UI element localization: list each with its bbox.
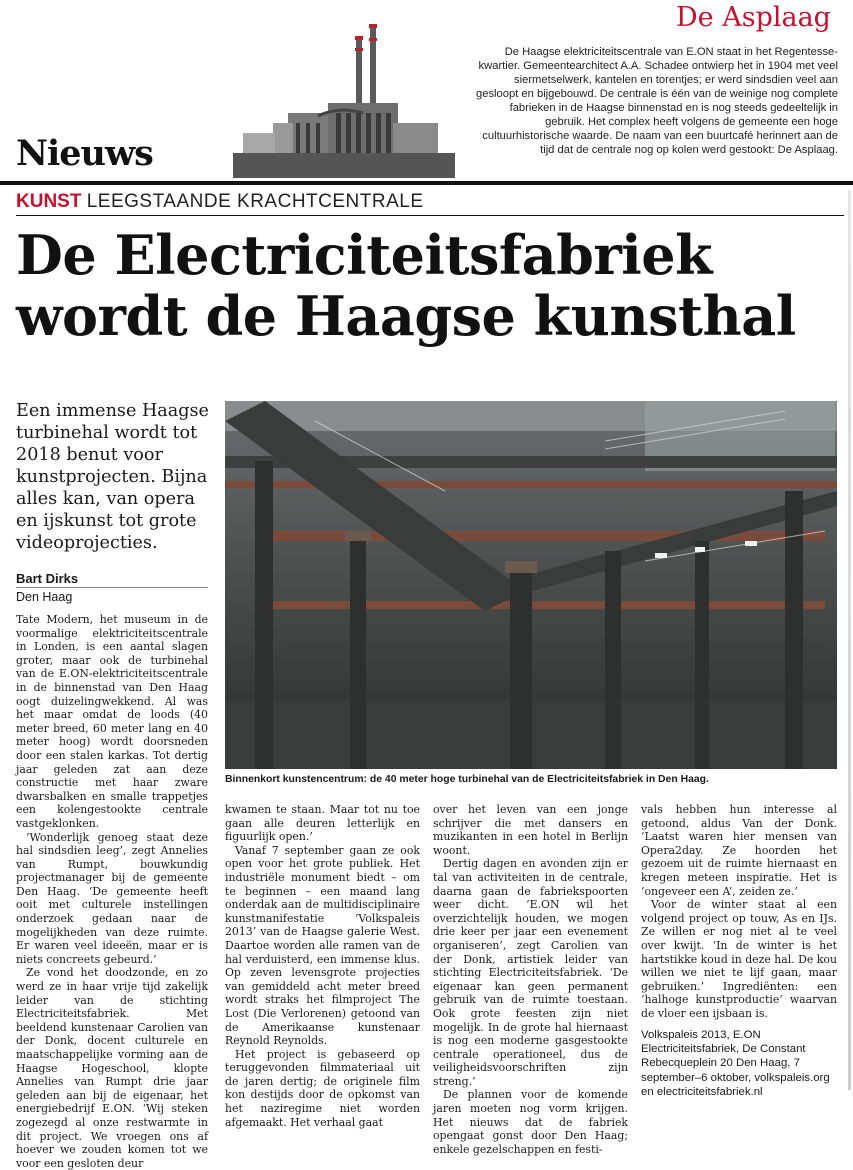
factory-illustration bbox=[228, 8, 460, 184]
body-column-3 bbox=[433, 803, 628, 1156]
body-paragraph: De plannen voor de komende jaren moeten nog vorm krijgen. Het nieuws dat de fabriek opengaat gonst door Den Haag; enkele gezelschappen en festi- bbox=[433, 1088, 628, 1156]
byline-place: Den Haag bbox=[16, 590, 73, 604]
brand-title: De Asplaag bbox=[676, 2, 831, 33]
lead-paragraph: Een immense Haagse turbinehal wordt tot 2018 benut voor kunstprojecten. Bijna alles kan, van opera en ijskunst tot grote videoprojecties. bbox=[16, 401, 209, 553]
header-rule bbox=[0, 181, 853, 185]
headline-line-1: De Electriciteitsfabriek bbox=[16, 223, 713, 287]
body-paragraph: Ze vond het doodzonde, en zo werd ze in haar vrije tijd zakelijk leider van de stichting Electriciteitsfabriek. Met beeldend kunstenaar Carolien van der Donk, docent culturele en maatschappelijke vorming aan de Haagse Hogeschool, klopte Annelies van Rumpt drie jaar geleden aan bij de eigenaar, het energiebedrijf E.ON. ‘Wij steken zogezegd al onze restwarmte in dit project. We vroegen ons af hoever we zouden komen tot we voor een gesloten deur bbox=[16, 966, 208, 1170]
body-paragraph: ‘Wonderlijk genoeg staat deze hal sindsdien leeg’, zegt Annelies van Rumpt, bouwkundig projectmanager bij de gemeente Den Haag. ‘De gemeente heeft ooit met culturele instellingen onderzoek gedaan naar de mogelijkheden van deze ruimte. Er waren veel ideeën, maar er is niets concreets gebeurd.’ bbox=[16, 830, 208, 966]
asplaag-description: De Haagse elektriciteitscentrale van E.ON staat in het Regentesse-kwartier. Gemeentearchitect A.A. Schadee ontwierp het in 1904 met veel siermetselwerk, kantelen en torentjes; er werd sindsdien veel aan gesloopt en bijgebouwd. De centrale is één van de weinige nog complete fabrieken in de Haagse binnenstad en is nog steeds gedeeltelijk in gebruik. Het complex heeft volgens de gemeente een hoge cultuurhistorische waarde. De naam van een buurtcafé herinnert aan de tijd dat de centrale nog op kolen werd gestookt: De Asplaag. bbox=[476, 46, 838, 156]
body-paragraph: Het project is gebaseerd op teruggevonden filmmateriaal uit de jaren dertig; de originele film kon destijds door de opkomst van het naziregime niet worden afgemaakt. Het verhaal gaat bbox=[225, 1047, 420, 1129]
byline-rule bbox=[16, 587, 208, 588]
body-paragraph: Vanaf 7 september gaan ze ook open voor het grote publiek. Het industriële monument biedt – om te beginnen – een maand lang onderdak aan de multidisciplinaire kunstmanifestatie ‘Volkspaleis 2013’ van de Haagse galerie West. Daartoe worden alle ramen van de hal verduisterd, een immense klus. Op zeven levensgrote projecties van gemiddeld acht meter breed wordt straks het filmproject The Lost (Die Verlorenen) getoond van de Amerikaanse kunstenaar Reynold Reynolds. bbox=[225, 843, 420, 1048]
byline-author: Bart Dirks bbox=[16, 571, 79, 586]
body-paragraph: over het leven van een jonge schrijver die met dansers en muzikanten in een hotel in Berlijn woont. bbox=[433, 803, 628, 857]
kicker-category: KUNST bbox=[16, 191, 82, 212]
body-column-2 bbox=[225, 803, 420, 1129]
kicker-rule bbox=[16, 215, 844, 216]
section-title: Nieuws bbox=[16, 133, 153, 174]
page-edge bbox=[848, 190, 851, 1090]
body-paragraph: kwamen te staan. Maar tot nu toe gaan alle deuren letterlijk en figuurlijk open.’ bbox=[225, 803, 420, 844]
body-paragraph: Voor de winter staat al een volgend project op touw, As en IJs. Ze willen er nog niet al te veel over kwijt. ‘In de winter is het hartstikke koud in deze hal. De kou willen we niet te lijf gaan, maar gebruiken.’ Ingrediënten: een ‘halhoge kunstproductie’ waarvan de vloer een ijsbaan is. bbox=[641, 898, 837, 1020]
body-paragraph: Tate Modern, het museum in de voormalige elektriciteitscentrale in Londen, is een aantal slagen groter, maar ook de turbinehal van de E.ON-elektriciteitscentrale in de binnenstad van Den Haag oogt duizelingwekkend. Al was het maar omdat de loods (40 meter breed, 60 meter lang en 40 meter hoog) wordt doorsneden door een stalen karkas. Tot dertig jaar geleden zat aan deze constructie met haar zware dwarsbalken en smalle trappetjes een kolengestookte centrale vastgeklonken. bbox=[16, 613, 208, 830]
kicker-subject: LEEGSTAANDE KRACHTCENTRALE bbox=[86, 191, 424, 212]
turbine-hall-photo bbox=[225, 401, 837, 769]
event-info: Volkspaleis 2013, E.ON Electriciteitsfabriek, De Constant Rebecqueplein 20 Den Haag, 7 september–6 oktober, volkspaleis.org en electriciteitsfabriek.nl bbox=[641, 1029, 830, 1098]
body-paragraph: Dertig dagen en avonden zijn er tal van activiteiten in de centrale, daarna gaan de fabriekspoorten weer dicht. ‘E.ON wil het overzichtelijk houden, we mogen drie keer per jaar een evenement organiseren’, zegt Carolien van der Donk, artistiek leider van stichting Electriciteitsfabriek. ‘De eigenaar kan geen permanent gebruik van de ruimte toestaan. Ook grote feesten zijn niet mogelijk. In de grote hal hiernaast is nog een moderne gasgestookte centrale operationeel, dus de veiligheidsvoorschriften zijn streng.’ bbox=[433, 857, 628, 1088]
body-column-4 bbox=[641, 803, 837, 1021]
body-paragraph: vals hebben hun interesse al getoond, aldus Van der Donk. ‘Laatst waren hier mensen van Opera2day. Ze hoorden het gezoem uit de ruimte hiernaast en kregen meteen inspiratie. Het is ‘ongeveer een A’, zeiden ze.’ bbox=[641, 803, 837, 898]
body-column-1 bbox=[16, 613, 208, 1170]
headline bbox=[16, 225, 846, 347]
photo-caption: Binnenkort kunstencentrum: de 40 meter hoge turbinehal van de Electriciteitsfabriek in Den Haag. bbox=[225, 774, 709, 785]
headline-line-2: wordt de Haagse kunsthal bbox=[16, 284, 796, 348]
kicker bbox=[16, 191, 424, 213]
